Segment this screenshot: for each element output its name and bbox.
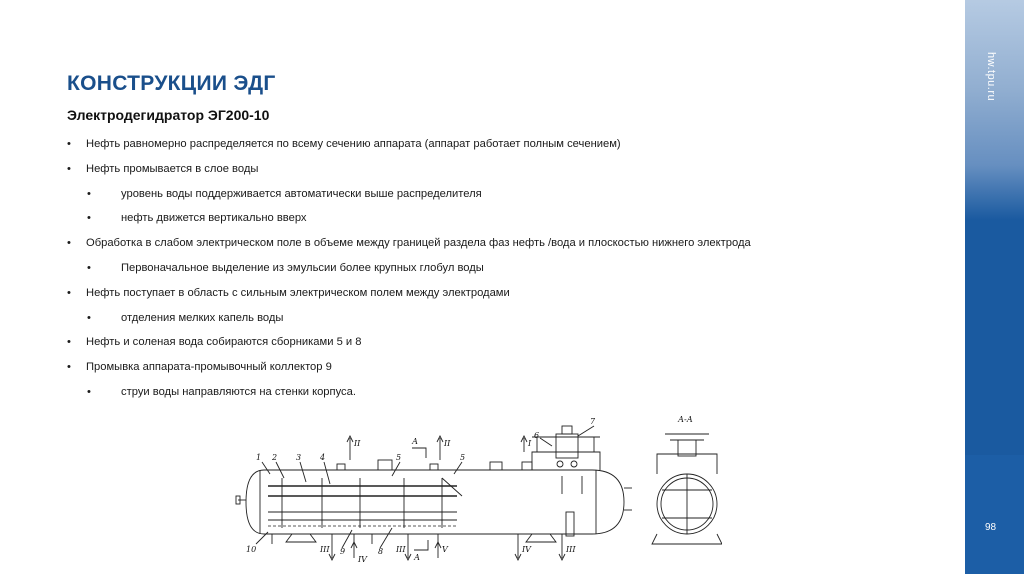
bullet-list	[67, 132, 927, 405]
drawing-label: 5	[396, 453, 402, 462]
slide-title: КОНСТРУКЦИИ ЭДГ	[67, 72, 276, 95]
drawing-label: А	[412, 437, 419, 446]
bullet-item	[67, 281, 927, 306]
drawing-label: 7	[590, 417, 596, 426]
bullet-item	[67, 380, 927, 405]
bullet-item	[67, 231, 927, 256]
bullet-text: Нефть промывается в слое воды	[86, 162, 259, 175]
bullet-text: отделения мелких капель воды	[121, 311, 284, 324]
drawing-label: II	[444, 439, 451, 448]
bullet-dot: •	[87, 261, 91, 274]
drawing-label: 1	[256, 453, 262, 462]
drawing-label: V	[442, 545, 448, 554]
drawing-label: 2	[272, 453, 278, 462]
bullet-dot: •	[67, 286, 71, 299]
drawing-label: III	[396, 545, 406, 554]
bullet-text: струи воды направляются на стенки корпуса.	[121, 385, 356, 398]
bullet-dot: •	[67, 237, 71, 250]
drawing-label: 6	[534, 431, 540, 440]
slide-subtitle: Электродегидратор ЭГ200-10	[67, 107, 270, 123]
side-strip	[965, 455, 1024, 574]
bullet-dot: •	[67, 336, 71, 349]
drawing-label: 3	[296, 453, 302, 462]
drawing-label: 8	[378, 547, 384, 556]
bullet-text: Первоначальное выделение из эмульсии более крупных глобул воды	[121, 261, 484, 274]
bullet-item	[67, 306, 927, 331]
bullet-dot: •	[87, 212, 91, 225]
drawing-label: 10	[246, 545, 257, 554]
bullet-item	[67, 157, 927, 182]
bullet-text: Промывка аппарата-промывочный коллектор 9	[86, 361, 332, 374]
drawing-label: II	[354, 439, 361, 448]
drawing-label: 5	[460, 453, 466, 462]
bullet-dot: •	[67, 162, 71, 175]
bullet-dot: •	[87, 385, 91, 398]
bullet-text: уровень воды поддерживается автоматически выше распределителя	[121, 187, 482, 200]
bullet-dot: •	[67, 138, 71, 150]
bullet-text: Нефть поступает в область с сильным электрическом полем между электродами	[86, 286, 510, 299]
bullet-item	[67, 256, 927, 281]
drawing-label: IV	[358, 555, 367, 562]
drawing-label: А	[414, 553, 421, 562]
bullet-item	[67, 330, 927, 355]
bullet-item	[67, 355, 927, 380]
bullet-dot: •	[87, 311, 91, 324]
bullet-text: нефть движется вертикально вверх	[121, 212, 307, 225]
bullet-dot: •	[67, 361, 71, 374]
bullet-text: Нефть и соленая вода собираются сборниками 5 и 8	[86, 336, 362, 349]
bullet-item	[67, 206, 927, 231]
section-label: А-А	[678, 415, 693, 424]
side-photo	[965, 0, 1024, 220]
bullet-text: Нефть равномерно распределяется по всему сечению аппарата (аппарат работает полным сечением)	[86, 138, 621, 150]
drawing-label: III	[566, 545, 576, 554]
bullet-dot: •	[87, 187, 91, 200]
site-url: hw.tpu.ru	[985, 52, 997, 102]
drawing-label: I	[528, 439, 532, 448]
drawing-label: 4	[320, 453, 326, 462]
drawing-label: 9	[340, 547, 346, 556]
bullet-text: Обработка в слабом электрическом поле в объеме между границей раздела фаз нефть /вода и плоскостью нижнего электрода	[86, 237, 751, 250]
bullet-item	[67, 132, 927, 157]
drawing-label: IV	[522, 545, 531, 554]
electrodehydrator-drawing	[232, 412, 722, 562]
page-number: 98	[985, 522, 997, 533]
bullet-item	[67, 182, 927, 207]
drawing-label: III	[320, 545, 330, 554]
